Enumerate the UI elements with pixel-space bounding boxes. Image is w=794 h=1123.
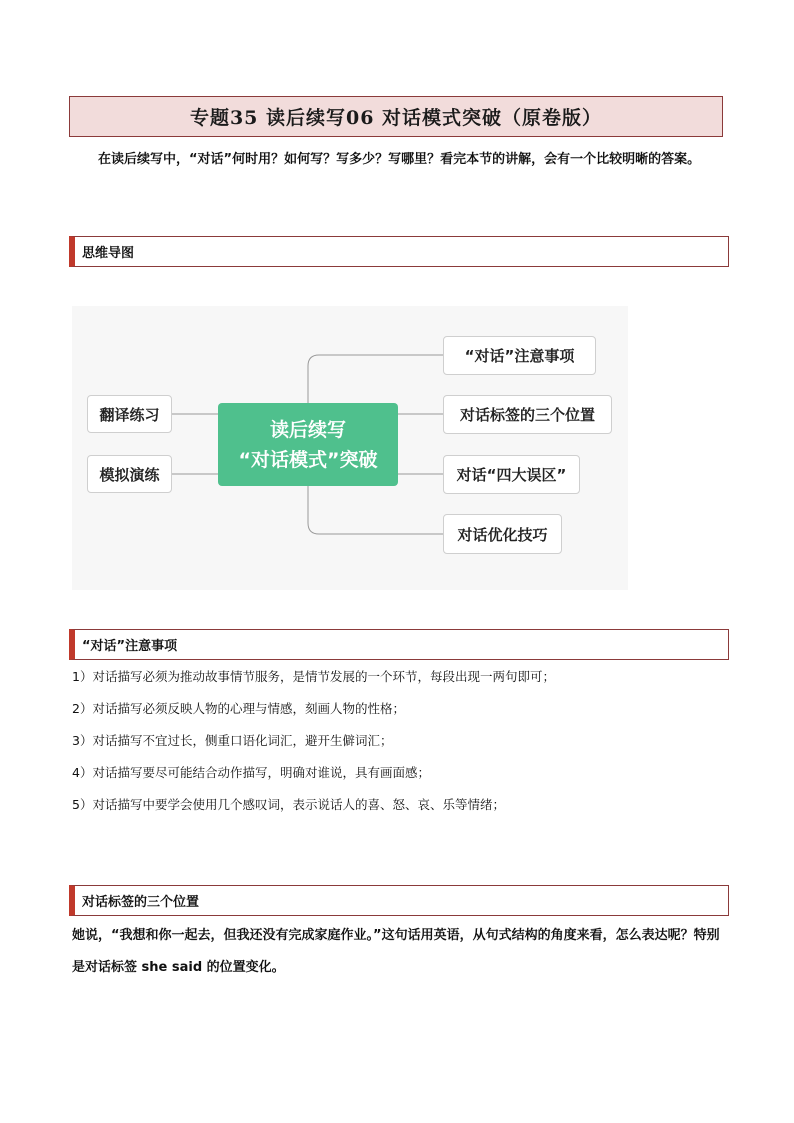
mind-map-node-optimization: 对话优化技巧	[443, 514, 562, 554]
section-title: 思维导图	[82, 246, 135, 261]
tags-paragraph: 她说，“我想和你一起去，但我还没有完成家庭作业。”这句话用英语，从句式结构的角度来看，怎么表达呢？特别是对话标签 she said 的位置变化。	[72, 928, 720, 975]
mind-map	[72, 306, 628, 590]
document-title: 专题35 读后续写06 对话模式突破（原卷版）	[189, 107, 603, 129]
list-item: 1）对话描写必须为推动故事情节服务，是情节发展的一个环节，每段出现一两句即可；	[72, 669, 555, 684]
section-title: “对话”注意事项	[82, 639, 178, 654]
mind-map-node-translation: 翻译练习	[87, 395, 172, 433]
section-header-tags	[69, 885, 729, 916]
list-item: 2）对话描写必须反映人物的心理与情感，刻画人物的性格；	[72, 701, 405, 716]
section-header-notes	[69, 629, 729, 660]
intro-paragraph: 在读后续写中，“对话”何时用？如何写？写多少？写哪里？看完本节的讲解，会有一个比较明晰的答案。	[98, 152, 701, 167]
section-header-mindmap	[69, 236, 729, 267]
mind-map-node-notes: “对话”注意事项	[443, 336, 596, 375]
mind-map-node-misconceptions: 对话“四大误区”	[443, 455, 580, 494]
mind-map-center-line1: 读后续写	[269, 418, 346, 441]
mind-map-node-tag-positions: 对话标签的三个位置	[443, 395, 612, 434]
list-item: 4）对话描写要尽可能结合动作描写，明确对谁说，具有画面感；	[72, 765, 430, 780]
mind-map-node-simulation: 模拟演练	[87, 455, 172, 493]
mind-map-center-line2: “对话模式”突破	[238, 448, 378, 471]
section-title: 对话标签的三个位置	[82, 895, 200, 910]
list-item: 5）对话描写中要学会使用几个感叹词，表示说话人的喜、怒、哀、乐等情绪；	[72, 797, 505, 812]
list-item: 3）对话描写不宜过长，侧重口语化词汇，避开生僻词汇；	[72, 733, 393, 748]
notes-list	[72, 666, 732, 826]
mind-map-center-node	[218, 403, 398, 486]
document-title-box	[69, 96, 723, 137]
